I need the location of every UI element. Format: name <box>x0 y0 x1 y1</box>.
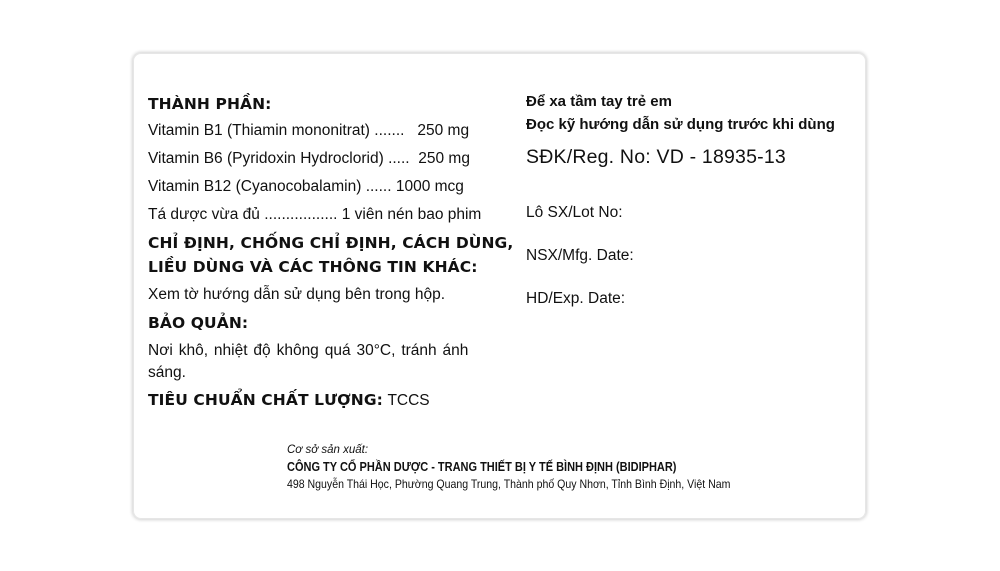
storage-heading: BẢO QUẢN: <box>148 314 249 332</box>
warning-children: Để xa tầm tay trẻ em <box>526 93 672 110</box>
manufacturer-address: 498 Nguyễn Thái Học, Phường Quang Trung, Thành phố Quy Nhơn, Tỉnh Bình Định, Việt Nam <box>287 477 731 491</box>
ingredient-amount: 1 viên nén bao phim <box>341 206 482 223</box>
composition-item <box>148 122 469 140</box>
mfg-date-field: NSX/Mfg. Date: <box>526 247 634 264</box>
storage-text-line2: sáng. <box>148 364 186 381</box>
composition-heading: THÀNH PHẦN: <box>148 95 272 113</box>
ingredient-dots: ................. <box>264 206 338 223</box>
manufacturer-label: Cơ sở sản xuất: <box>287 444 369 456</box>
warning-read-instructions: Đọc kỹ hướng dẫn sử dụng trước khi dùng <box>526 116 835 133</box>
indications-heading-line1: CHỈ ĐỊNH, CHỐNG CHỈ ĐỊNH, CÁCH DÙNG, <box>148 234 514 252</box>
storage-text-line1: Nơi khô, nhiệt độ không quá 30°C, tránh ánh <box>148 342 469 359</box>
composition-item <box>148 178 464 196</box>
ingredient-dots: ....... <box>374 122 405 139</box>
registration-number: SĐK/Reg. No: VD - 18935-13 <box>526 146 786 168</box>
lot-number-field: Lô SX/Lot No: <box>526 204 623 221</box>
composition-item <box>148 206 481 224</box>
ingredient-dots: ..... <box>388 150 410 167</box>
exp-date-field: HD/Exp. Date: <box>526 290 626 307</box>
package-label-panel <box>133 53 866 519</box>
indications-text: Xem tờ hướng dẫn sử dụng bên trong hộp. <box>148 286 446 303</box>
ingredient-label: Vitamin B6 (Pyridoxin Hydroclorid) <box>148 150 384 167</box>
quality-standard <box>148 391 430 410</box>
ingredient-amount: 1000 mcg <box>395 178 464 195</box>
ingredient-amount: 250 mg <box>418 150 470 167</box>
quality-heading: TIÊU CHUẨN CHẤT LƯỢNG: <box>148 391 383 409</box>
ingredient-dots: ...... <box>365 178 392 195</box>
indications-heading-line2: LIỀU DÙNG VÀ CÁC THÔNG TIN KHÁC: <box>148 258 478 276</box>
ingredient-label: Vitamin B1 (Thiamin mononitrat) <box>148 122 370 139</box>
composition-item <box>148 150 470 168</box>
ingredient-amount: 250 mg <box>417 122 470 139</box>
ingredient-label: Vitamin B12 (Cyanocobalamin) <box>148 178 362 195</box>
ingredient-label: Tá dược vừa đủ <box>148 206 260 223</box>
quality-value: TCCS <box>387 392 430 409</box>
manufacturer-name: CÔNG TY CỔ PHẦN DƯỢC - TRANG THIẾT BỊ Y TẾ BÌNH ĐỊNH (BIDIPHAR) <box>287 460 677 474</box>
